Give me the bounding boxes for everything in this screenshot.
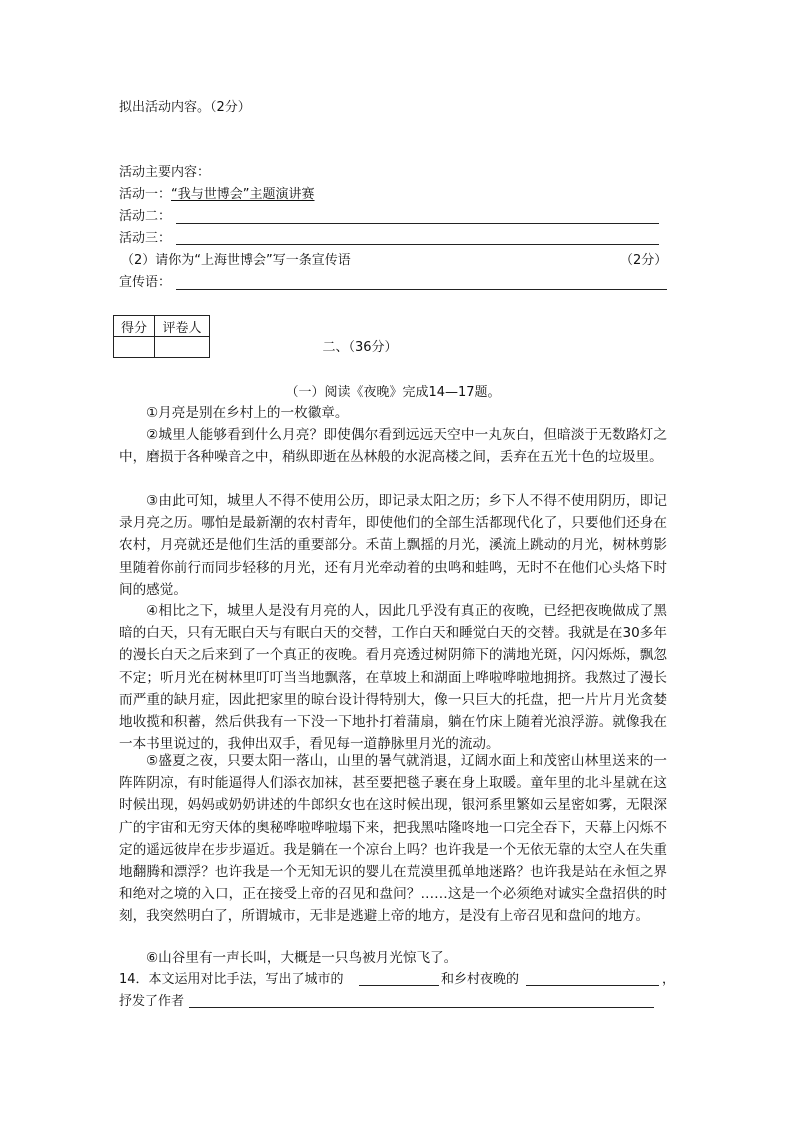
question-14-part-1: 14．本文运用对比手法，写出了城市的 <box>119 972 344 987</box>
paragraph-3: ③由此可知，城里人不得不使用公历，即记录太阳之历；乡下人不得不使用阴历，即记录月亮之历。哪怕是最新潮的农村青年，即使他们的全部生活都现代化了，只要他们还身在农村，月亮就还是他们生活的重要部分。禾苗上飘摇的月光，溪流上跳动的月光，树林剪影里随着你前行而同步轻移的月光，还有月光牵动着的虫鸣和蛙鸣，无时不在他们心头烙下时间的感觉。 <box>119 493 667 598</box>
paragraph-1: ①月亮是别在乡村上的一枚徽章。 <box>146 405 349 421</box>
question-2-score: （2分） <box>620 253 668 268</box>
activity-1-value: “我与世博会”主题演讲赛 <box>171 187 315 202</box>
q14-blank-feeling[interactable] <box>189 1007 654 1008</box>
score-header: 得分 <box>114 316 155 337</box>
score-table <box>113 315 210 358</box>
activity-1-label: 活动一： <box>119 187 172 202</box>
slogan-blank[interactable] <box>176 289 667 290</box>
task-text: 拟出活动内容。（2分） <box>119 100 251 115</box>
activities-heading: 活动主要内容： <box>119 165 211 180</box>
question-14-line-1 <box>119 970 344 990</box>
activity-3-label: 活动三： <box>119 231 172 246</box>
activity-2-label: 活动二： <box>119 209 172 224</box>
paragraph-5: ⑤盛夏之夜，只要太阳一落山，山里的暑气就消退，辽阔水面上和茂密山林里送来的一阵阵阴凉，有时能逼得人们添衣加袜，甚至要把毯子裹在身上取暖。童年里的北斗星就在这时候出现，妈妈或奶奶讲述的牛郎织女也在这时候出现，银河系里繁如云星密如雾，无限深广的宇宙和无穷天体的奥秘哗啦哗啦塌下来，把我黑咕隆咚地一口完全吞下，天幕上闪烁不定的遥远彼岸在步步逼近。我是躺在一个凉台上吗？也许我是一个无依无靠的太空人在失重地翻腾和漂浮？也许我是一个无知无识的婴儿在荒漠里孤单地迷路？也许我是站在永恒之界和绝对之境的入口，正在接受上帝的召见和盘问？……这是一个必须绝对诚实全盘招供的时刻，我突然明白了，所谓城市，无非是逃避上帝的地方，是没有上帝召见和盘问的地方。 <box>119 753 667 925</box>
section-subtitle: （一）阅读《夜晚》完成14—17题。 <box>285 385 501 400</box>
slogan-label: 宣传语： <box>119 275 172 290</box>
question-14-part-2: 和乡村夜晚的 <box>441 972 520 987</box>
activity-2-blank[interactable] <box>176 223 659 224</box>
activity-3-blank[interactable] <box>176 244 659 245</box>
q14-blank-village[interactable] <box>526 985 659 986</box>
question-14-part-3: ， <box>662 972 676 987</box>
q14-blank-city[interactable] <box>359 985 439 986</box>
grader-cell[interactable] <box>155 337 210 358</box>
score-cell[interactable] <box>114 337 155 358</box>
question-14-part-4: 抒发了作者 <box>119 994 185 1009</box>
paragraph-2: ②城里人能够看到什么月亮？即使偶尔看到远远天空中一丸灰白，但暗淡于无数路灯之中，磨损于各种噪音之中，稍纵即逝在丛林般的水泥高楼之间，丢弃在五光十色的垃圾里。 <box>119 427 667 466</box>
section-title: 二、（36分） <box>322 340 398 355</box>
activity-1 <box>119 185 315 205</box>
paragraph-6: ⑥山谷里有一声长叫，大概是一只鸟被月光惊飞了。 <box>146 950 458 966</box>
grader-header: 评卷人 <box>155 316 210 337</box>
paragraph-4: ④相比之下，城里人是没有月亮的人，因此几乎没有真正的夜晚，已经把夜晚做成了黑暗的白天，只有无眠白天与有眠白天的交替，工作白天和睡觉白天的交替。我就是在30多年的漫长白天之后来到了一个真正的夜晚。看月亮透过树阴筛下的满地光斑，闪闪烁烁，飘忽不定；听月光在树林里叮叮当当地飘落，在草坡上和湖面上哗啦哗啦地拥挤。我熬过了漫长而严重的缺月症，因此把家里的晾台设计得特别大，像一只巨大的托盘，把一片片月光贪婪地收揽和积蓄，然后供我有一下没一下地扑打着蒲扇，躺在竹床上随着光浪浮游。就像我在一本书里说过的，我伸出双手，看见每一道静脉里月光的流动。 <box>119 603 667 753</box>
question-2-text: （2）请你为“上海世博会”写一条宣传语 <box>121 253 351 268</box>
